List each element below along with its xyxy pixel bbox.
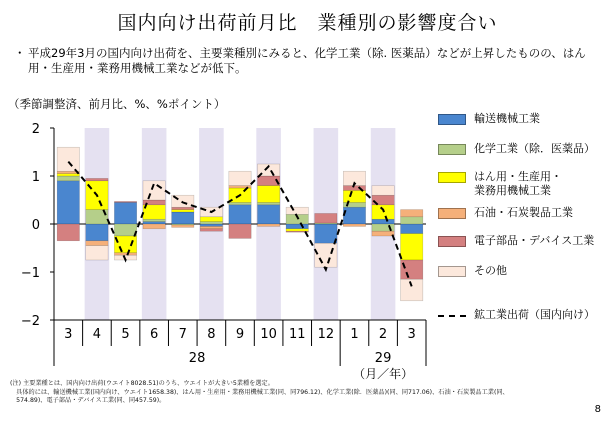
bar-segment	[401, 217, 423, 224]
bar-segment	[229, 202, 251, 204]
bar-segment	[143, 222, 165, 224]
x-tick-label: 11	[288, 327, 306, 342]
legend-swatch	[438, 236, 466, 247]
bar-segment	[372, 231, 394, 236]
chart-unit-label: （季節調整済、前月比、%、%ポイント）	[8, 97, 226, 111]
bar-segment	[315, 243, 337, 267]
bar-segment	[172, 210, 194, 212]
legend-swatch	[438, 114, 466, 125]
legend-label: 電子部品・デバイス工業	[474, 234, 595, 247]
bar-segment	[229, 224, 251, 238]
bar-segment	[57, 147, 79, 171]
bar-segment	[114, 201, 136, 202]
y-tick-label: 2	[31, 122, 40, 137]
bar-segment	[200, 229, 222, 231]
legend-swatch	[438, 208, 466, 219]
y-tick-label: −2	[20, 314, 40, 329]
y-tick-label: 0	[31, 218, 40, 233]
x-tick-label: 3	[64, 327, 73, 342]
x-tick-label: 8	[207, 327, 216, 342]
bar-segment	[401, 224, 423, 234]
year-label: 29	[374, 351, 392, 366]
legend-swatch	[438, 144, 466, 155]
bar-segment	[372, 186, 394, 196]
bar-segment	[143, 219, 165, 221]
legend-label: 石油・石炭製品工業	[474, 206, 573, 219]
bar-segment	[372, 219, 394, 224]
bar-segment	[286, 229, 308, 231]
bar-segment	[86, 246, 108, 260]
x-tick-label: 7	[178, 327, 187, 342]
footnote: (注) 主要業種とは、国内向け出荷(ウエイト8028.51)のうち、ウエイトが大きい5業種を選定。 具体的には、輸送機械工業(国内向け、ウエイト1658.38)、はん用・生産用・業務用機械工業(同、同796.12)、化学工業(除．医薬品)(同、同717.06)、石油・石炭製品工業(同、 574.89)、電子部品・デバイス工業(同、同457.59)。	[10, 380, 509, 404]
legend-label: はん用・生産用・ 業務用機械工業	[474, 170, 562, 197]
page-title: 国内向け出荷前月比 業種別の影響度合い	[117, 12, 498, 34]
x-tick-label: 5	[121, 327, 130, 342]
bar-segment	[315, 224, 337, 243]
y-tick-label: −1	[20, 266, 40, 281]
bar-segment	[343, 190, 365, 202]
bar-segment	[86, 178, 108, 180]
x-tick-label: 12	[317, 327, 335, 342]
legend-line-swatch	[438, 315, 466, 317]
bar-segment	[114, 236, 136, 253]
bar-segment	[57, 224, 79, 241]
bar-segment	[229, 171, 251, 185]
x-tick-label: 9	[235, 327, 245, 342]
bar-segment	[200, 224, 222, 226]
bar-segment	[172, 225, 194, 227]
bar-segment	[257, 186, 279, 203]
bar-segment	[200, 217, 222, 222]
bar-segment	[257, 224, 279, 226]
axis-unit-label: （月／年）	[353, 367, 414, 381]
bar-segment	[229, 205, 251, 224]
bar-segment	[343, 207, 365, 224]
bar-segment	[114, 253, 136, 255]
bar-segment	[286, 224, 308, 229]
bar-segment	[143, 181, 165, 200]
bar-segment	[57, 181, 79, 224]
legend-label: 輸送機械工業	[474, 112, 540, 125]
bar-segment	[401, 279, 423, 301]
x-tick-label: 3	[407, 327, 416, 342]
x-tick-label: 1	[350, 327, 359, 342]
bar-segment	[57, 176, 79, 181]
legend-label: 鉱工業出荷（国内向け）	[474, 308, 595, 321]
bar-segment	[114, 202, 136, 224]
legend-label: その他	[474, 264, 507, 277]
bar-segment	[172, 207, 194, 209]
x-tick-label: 10	[260, 327, 277, 342]
legend-label: 化学工業（除．医薬品）	[474, 142, 595, 155]
y-tick-label: 1	[31, 170, 40, 185]
bar-segment	[114, 224, 136, 236]
x-tick-label: 2	[378, 327, 388, 342]
x-tick-label: 6	[150, 327, 159, 342]
bar-segment	[343, 224, 365, 226]
bar-segment	[57, 174, 79, 176]
bar-segment	[257, 205, 279, 224]
bar-segment	[315, 213, 337, 223]
legend-swatch	[438, 172, 466, 183]
bar-segment	[86, 241, 108, 246]
bar-segment	[401, 234, 423, 260]
legend-swatch	[438, 266, 466, 277]
bar-segment	[286, 207, 308, 214]
bar-segment	[172, 212, 194, 224]
bar-segment	[86, 224, 108, 241]
bar-segment	[257, 202, 279, 204]
bar-segment	[200, 222, 222, 224]
summary-text: 平成29年3月の国内向け出荷を、主要業種別にみると、化学工業（除. 医薬品）などが上昇したものの、はん用・生産用・業務用機械工業などが低下。	[28, 46, 586, 75]
summary-bullet: ・	[14, 46, 26, 60]
bar-segment	[200, 226, 222, 228]
x-tick-label: 4	[92, 327, 102, 342]
bar-segment	[143, 224, 165, 229]
year-label: 28	[188, 351, 206, 366]
page-number: 8	[594, 404, 601, 415]
bar-segment	[401, 210, 423, 217]
